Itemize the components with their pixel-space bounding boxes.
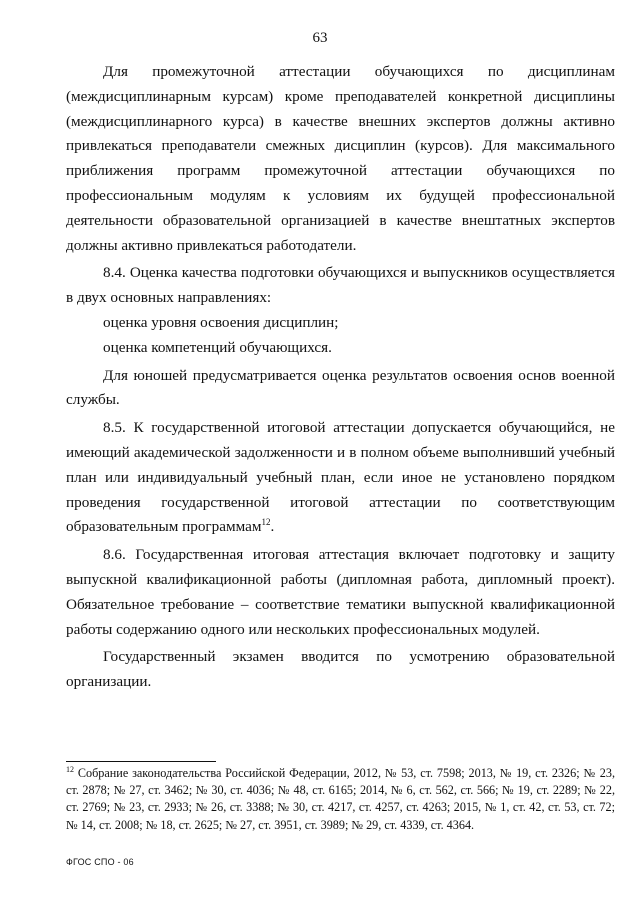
paragraph-external-experts: Для промежуточной аттестации обучающихся по дисциплинам (междисциплинарным курсам) кроме преподавателей конкретной дисциплины (междисциплинарного курса) в качестве внешних экспертов должны активно привлекаться преподаватели смежных дисциплин (курсов). Для максимального приближения программ промежуточной аттестации обучающихся по профессиональным модулям к условиям их будущей профессиональной деятельности образовательной организацией в качестве внештатных экспертов должны активно привлекаться работодатели.: [66, 63, 615, 254]
footnote-reference: 12: [261, 517, 271, 528]
footnote: [66, 765, 615, 834]
paragraph-state-exam: Государственный экзамен вводится по усмотрению образовательной организации.: [66, 648, 615, 691]
paragraph-8-5-text: 8.5. К государственной итоговой аттестации допускается обучающийся, не имеющий академической задолженности и в полном объеме выполнивший учебный план или индивидуальный учебный план, если иное не установлено порядком проведения государственной итоговой аттестации по соответствующим образовательным программам: [66, 419, 615, 536]
list-item-discipline-assessment: оценка уровня освоения дисциплин;: [103, 313, 339, 331]
page-number: 63: [312, 30, 328, 46]
body-text: [66, 60, 615, 698]
footnote-text: Собрание законодательства Российской Федерации, 2012, № 53, ст. 7598; 2013, № 19, ст. 2326; № 23, ст. 2878; № 27, ст. 3462; № 30, ст. 4036; № 48, ст. 6165; 2014, № 6, ст. 562, ст. 566; № 19, ст. 2289; № 22, ст. 2769; № 23, ст. 2933; № 26, ст. 3388; № 30, ст. 4217, ст. 4257, ст. 4263; 2015, № 1, ст. 42, ст. 53, ст. 72; № 14, ст. 2008; № 18, ст. 2625; № 27, ст. 3951, ст. 3989; № 29, ст. 4339, ст. 4364.: [66, 766, 615, 832]
paragraph-8-5: [66, 416, 615, 540]
paragraph-8-5-period: .: [270, 518, 275, 536]
footnote-divider: [66, 761, 216, 762]
paragraph-8-4: 8.4. Оценка качества подготовки обучающихся и выпускников осуществляется в двух основных направлениях:: [66, 264, 615, 307]
list-item-competence-assessment: оценка компетенций обучающихся.: [103, 338, 332, 356]
paragraph-military-service: Для юношей предусматривается оценка результатов освоения основ военной службы.: [66, 366, 615, 409]
paragraph-8-6: 8.6. Государственная итоговая аттестация включает подготовку и защиту выпускной квалификационной работы (дипломная работа, дипломный проект). Обязательное требование – соответствие тематики выпускной квалификационной работы содержанию одного или нескольких профессиональных модулей.: [66, 546, 615, 638]
document-code: ФГОС СПО - 06: [66, 857, 134, 867]
footnote-number: 12: [66, 764, 74, 774]
